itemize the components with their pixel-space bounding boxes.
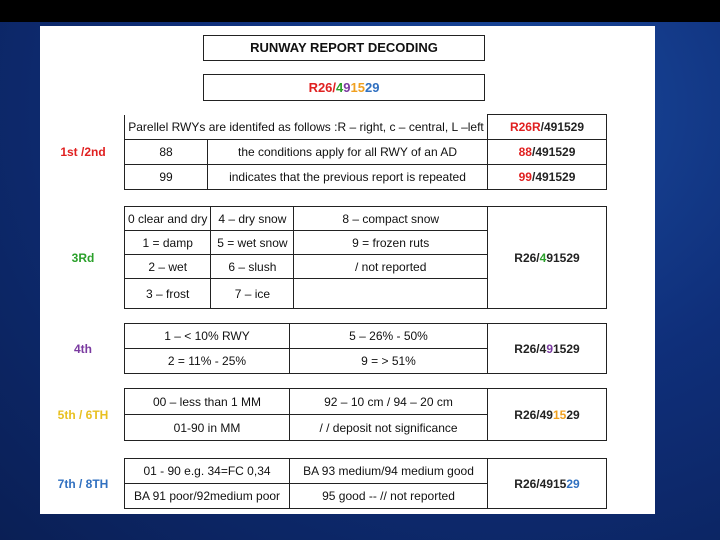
s2-r3-b: 6 – slush (211, 255, 294, 279)
s5-r1-b: BA 93 medium/94 medium good (290, 459, 488, 484)
section-1-label: 1st /2nd (60, 145, 106, 159)
s1-row-2-desc: the conditions apply for all RWY of an AD (208, 140, 488, 165)
s5-r1-a: 01 - 90 e.g. 34=FC 0,34 (125, 459, 290, 484)
s2-r1-c: 8 – compact snow (294, 207, 488, 231)
s3-r2-b: 9 = > 51% (290, 349, 488, 374)
s1-row-1-code: R26R/491529 (488, 115, 607, 140)
s4-r2-b: / / deposit not significance (290, 415, 488, 441)
s3-r1-a: 1 – < 10% RWY (125, 324, 290, 349)
s1-row-3-desc: indicates that the previous report is repeated (208, 165, 488, 190)
s1-row-2-code: 88/491529 (488, 140, 607, 165)
s2-r4-c (294, 279, 488, 309)
section-3-table (42, 323, 607, 374)
s1-row-3-code: 99/491529 (488, 165, 607, 190)
s3-r1-b: 5 – 26% - 50% (290, 324, 488, 349)
section-3-label: 4th (74, 341, 92, 356)
s2-r4-a: 3 – frost (125, 279, 211, 309)
code-depth: 15 (350, 80, 365, 95)
s2-r2-c: 9 = frozen ruts (294, 231, 488, 255)
s2-r3-a: 2 – wet (125, 255, 211, 279)
code-deposit: 4 (336, 80, 344, 95)
s5-code: R26/491529 (488, 459, 607, 509)
s2-r4-b: 7 – ice (211, 279, 294, 309)
code-runway: R26/ (308, 80, 337, 95)
s4-r1-b: 92 – 10 cm / 94 – 20 cm (290, 389, 488, 415)
code-extent: 9 (343, 80, 351, 95)
s2-r2-a: 1 = damp (125, 231, 211, 255)
section-5-table (42, 458, 607, 509)
section-4-table (42, 388, 607, 441)
s3-code: R26/491529 (488, 324, 607, 374)
section-5-label: 7th / 8TH (57, 476, 109, 491)
s2-r2-b: 5 = wet snow (211, 231, 294, 255)
section-1-table (42, 114, 607, 190)
section-2-label: 3Rd (71, 250, 95, 265)
s1-row-1: Parellel RWYs are identifed as follows :R – right, c – central, L –left (125, 115, 488, 140)
s4-r2-a: 01-90 in MM (125, 415, 290, 441)
s2-r3-c: / not reported (294, 255, 488, 279)
section-4-label: 5th / 6TH (57, 407, 109, 422)
s5-r2-a: BA 91 poor/92medium poor (125, 484, 290, 509)
s2-r1-a: 0 clear and dry (125, 207, 211, 231)
s5-r2-b: 95 good -- // not reported (290, 484, 488, 509)
slide-sheet (40, 26, 655, 514)
s4-code: R26/491529 (488, 389, 607, 441)
top-band (0, 0, 720, 22)
report-code (203, 74, 485, 101)
s4-r1-a: 00 – less than 1 MM (125, 389, 290, 415)
s3-r2-a: 2 = 11% - 25% (125, 349, 290, 374)
section-2-table (42, 206, 607, 309)
code-friction: 29 (364, 80, 380, 95)
s2-code: R26/491529 (488, 207, 607, 309)
s1-row-3-key: 99 (125, 165, 208, 190)
page-title: RUNWAY REPORT DECODING (203, 35, 485, 61)
s1-row-2-key: 88 (125, 140, 208, 165)
s2-r1-b: 4 – dry snow (211, 207, 294, 231)
